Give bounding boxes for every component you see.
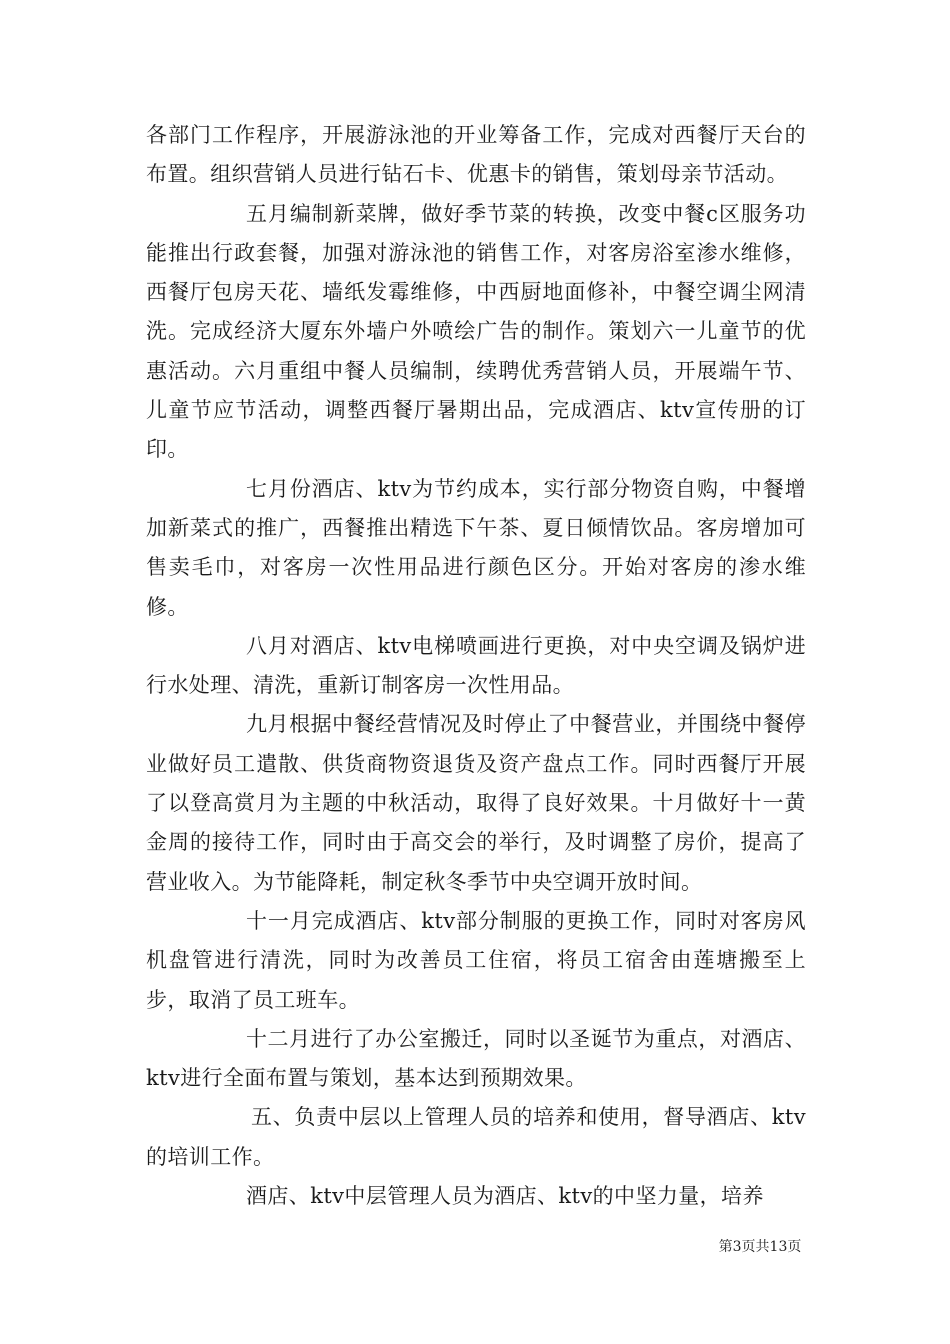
document-body: [146, 116, 806, 1216]
paragraph-1: 各部门工作程序，开展游泳池的开业筹备工作，完成对西餐厅天台的布置。组织营销人员进行钻石卡、优惠卡的销售，策划母亲节活动。: [146, 123, 806, 187]
page-number-footer: 第3页共13页: [718, 1239, 802, 1255]
paragraph-5: 九月根据中餐经营情况及时停止了中餐营业，并围绕中餐停业做好员工遣散、供货商物资退货及资产盘点工作。同时西餐厅开展了以登高赏月为主题的中秋活动，取得了良好效果。十月做好十一黄金周的接待工作，同时由于高交会的举行，及时调整了房价，提高了营业收入。为节能降耗，制定秋冬季节中央空调开放时间。: [146, 712, 806, 894]
paragraph-7: 十二月进行了办公室搬迁，同时以圣诞节为重点，对酒店、ktv进行全面布置与策划，基本达到预期效果。: [146, 1026, 806, 1091]
paragraph-2: 五月编制新菜牌，做好季节菜的转换，改变中餐c区服务功能推出行政套餐，加强对游泳池的销售工作，对客房浴室渗水维修，西餐厅包房天花、墙纸发霉维修，中西厨地面修补，中餐空调尘网清洗。完成经济大厦东外墙户外喷绘广告的制作。策划六一儿童节的优惠活动。六月重组中餐人员编制，续聘优秀营销人员，开展端午节、儿童节应节活动，调整西餐厅暑期出品，完成酒店、ktv宣传册的订印。: [146, 201, 806, 462]
paragraph-6: 十一月完成酒店、ktv部分制服的更换工作，同时对客房风机盘管进行清洗，同时为改善员工住宿，将员工宿舍由莲塘搬至上步，取消了员工班车。: [146, 908, 806, 1012]
paragraph-8: 酒店、ktv中层管理人员为酒店、ktv的中坚力量，培养: [246, 1184, 764, 1209]
section-heading-5: 五、负责中层以上管理人员的培养和使用，督导酒店、ktv的培训工作。: [146, 1105, 806, 1169]
paragraph-4: 八月对酒店、ktv电梯喷画进行更换，对中央空调及锅炉进行水处理、清洗，重新订制客房一次性用品。: [146, 633, 806, 698]
paragraph-3: 七月份酒店、ktv为节约成本，实行部分物资自购，中餐增加新菜式的推广，西餐推出精选下午茶、夏日倾情饮品。客房增加可售卖毛巾，对客房一次性用品进行颜色区分。开始对客房的渗水维修。: [146, 476, 806, 619]
